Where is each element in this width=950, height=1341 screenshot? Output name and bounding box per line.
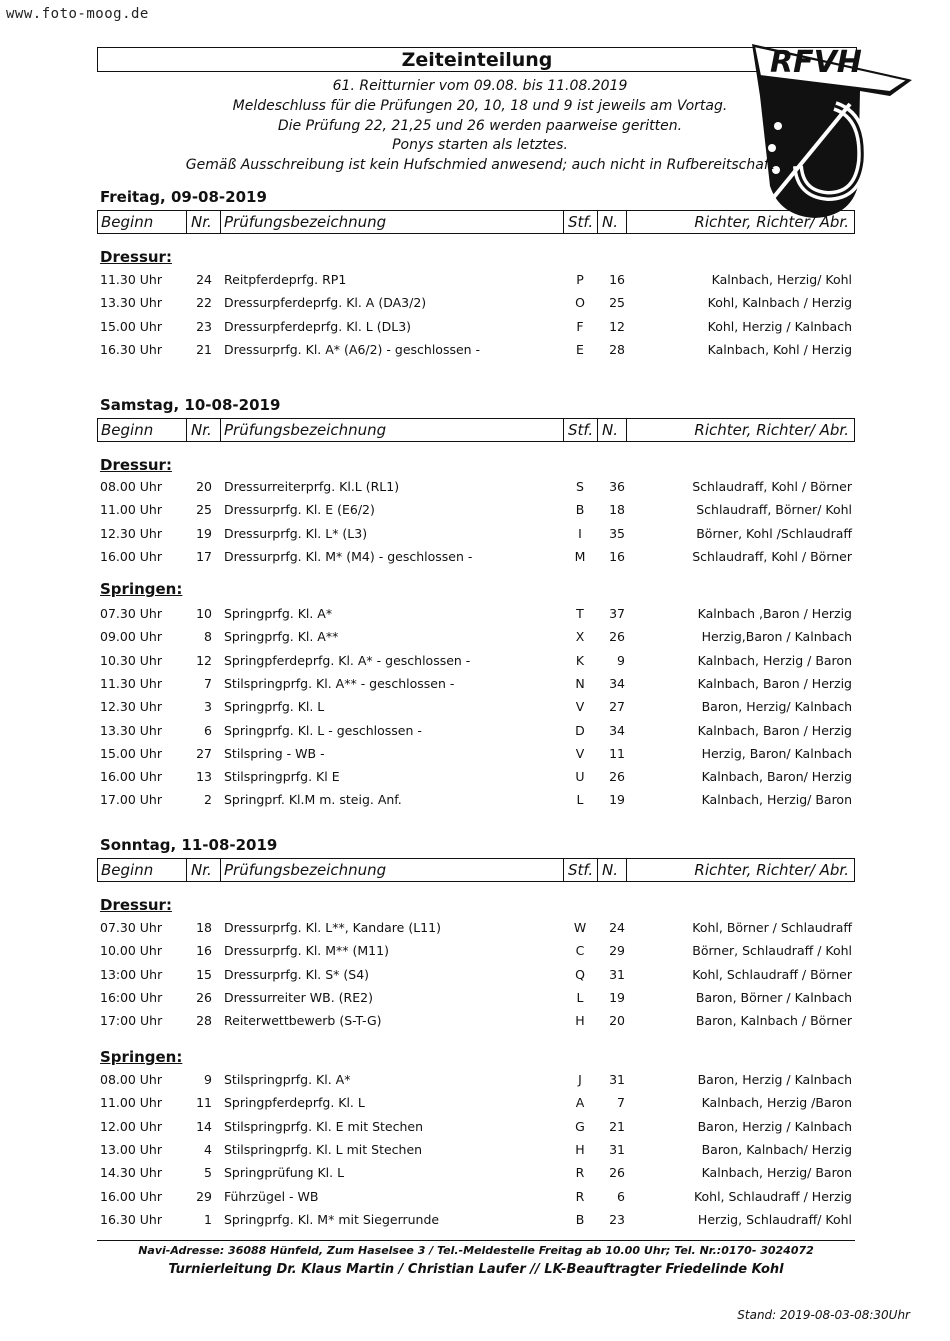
entry-count: 16	[609, 548, 625, 564]
level-code: A	[575, 1095, 585, 1111]
competition-name: Dressurprfg. Kl. L**, Kandare (L11)	[224, 920, 441, 935]
judges: Herzig,Baron / Kalnbach	[701, 629, 852, 645]
column-divider	[626, 859, 627, 881]
level-code: L	[576, 792, 584, 808]
judges: Kalnbach, Herzig / Baron	[697, 652, 852, 668]
table-row	[0, 653, 950, 673]
column-divider	[563, 419, 564, 441]
header-nr: Nr.	[191, 213, 212, 231]
header-n: N.	[602, 213, 618, 231]
start-time: 16.30 Uhr	[100, 341, 162, 357]
competition-name: Dressurprfg. Kl. M** (M11)	[224, 943, 389, 959]
level-code: M	[574, 548, 586, 564]
competition-number: 10	[196, 606, 212, 621]
competition-number: 21	[196, 341, 212, 357]
level-code: E	[576, 341, 584, 357]
table-row	[0, 526, 950, 546]
start-time: 12.30 Uhr	[100, 699, 162, 715]
judges: Kalnbach, Kohl / Herzig	[707, 341, 852, 357]
competition-number: 16	[196, 943, 212, 959]
entry-count: 26	[609, 1165, 625, 1181]
competition-number: 9	[204, 1072, 212, 1087]
competition-number: 25	[196, 502, 212, 518]
column-divider	[563, 211, 564, 233]
judges: Baron, Herzig/ Kalnbach	[701, 699, 852, 715]
competition-name: Springpferdeprfg. Kl. L	[224, 1095, 365, 1111]
column-divider	[220, 419, 221, 441]
table-header	[97, 418, 855, 442]
competition-name: Stilspringprfg. Kl. A** - geschlossen -	[224, 675, 455, 691]
start-time: 11.30 Uhr	[100, 272, 162, 287]
level-code: L	[576, 989, 584, 1005]
table-row	[0, 342, 950, 362]
entry-count: 31	[609, 1141, 625, 1157]
entry-count: 20	[609, 1013, 625, 1029]
competition-name: Dressurprfg. Kl. M* (M4) - geschlossen -	[224, 548, 473, 564]
competition-name: Dressurreiter WB. (RE2)	[224, 989, 373, 1005]
table-row	[0, 699, 950, 719]
competition-name: Dressurreiterprfg. Kl.L (RL1)	[224, 479, 400, 494]
judges: Herzig, Baron/ Kalnbach	[701, 745, 852, 761]
column-divider	[626, 211, 627, 233]
competition-number: 3	[204, 699, 212, 715]
header-beginn: Beginn	[101, 213, 154, 231]
entry-count: 21	[609, 1118, 625, 1134]
start-time: 14.30 Uhr	[100, 1165, 162, 1181]
header-richter: Richter, Richter/ Abr.	[694, 861, 849, 879]
competition-name: Springprüfung Kl. L	[224, 1165, 345, 1181]
judges: Herzig, Schlaudraff/ Kohl	[697, 1211, 852, 1227]
judges: Kalnbach, Herzig/ Baron	[701, 1165, 852, 1181]
judges: Kalnbach, Baron/ Herzig	[701, 769, 852, 785]
judges: Baron, Herzig / Kalnbach	[697, 1118, 852, 1134]
start-time: 11.00 Uhr	[100, 502, 162, 518]
level-code: U	[575, 769, 585, 785]
table-row	[0, 723, 950, 743]
competition-number: 8	[204, 629, 212, 645]
table-row	[0, 1212, 950, 1232]
document-date: Stand: 2019-08-03-08:30Uhr	[737, 1308, 910, 1322]
judges: Schlaudraff, Börner/ Kohl	[696, 502, 852, 518]
competition-name: Springprfg. Kl. M* mit Siegerrunde	[224, 1211, 440, 1227]
competition-number: 14	[196, 1118, 212, 1134]
start-time: 11.00 Uhr	[100, 1095, 162, 1111]
section-title: Dressur:	[100, 248, 172, 266]
entry-count: 19	[609, 792, 625, 808]
competition-name: Springprfg. Kl. A*	[224, 606, 333, 621]
competition-number: 1	[204, 1211, 212, 1227]
level-code: I	[578, 525, 582, 541]
competition-number: 29	[196, 1188, 212, 1204]
entry-count: 19	[609, 989, 625, 1005]
start-time: 12.00 Uhr	[100, 1118, 162, 1134]
start-time: 07.30 Uhr	[100, 920, 162, 935]
table-row	[0, 676, 950, 696]
level-code: J	[578, 1072, 582, 1087]
day-title: Samstag, 10-08-2019	[100, 396, 281, 414]
competition-number: 18	[196, 920, 212, 935]
table-row	[0, 295, 950, 315]
competition-name: Dressurprfg. Kl. E (E6/2)	[224, 502, 375, 518]
judges: Kalnbach, Herzig /Baron	[701, 1095, 852, 1111]
entry-count: 36	[609, 479, 625, 494]
entry-count: 26	[609, 769, 625, 785]
entry-count: 16	[609, 272, 625, 287]
competition-name: Stilspringprfg. Kl. L mit Stechen	[224, 1141, 423, 1157]
table-row	[0, 549, 950, 569]
start-time: 15.00 Uhr	[100, 318, 162, 334]
competition-number: 20	[196, 479, 212, 494]
footer-divider	[97, 1240, 855, 1241]
judges: Schlaudraff, Kohl / Börner	[692, 479, 852, 494]
start-time: 09.00 Uhr	[100, 629, 162, 645]
competition-name: Reiterwettbewerb (S-T-G)	[224, 1013, 382, 1029]
table-header	[97, 210, 855, 234]
day-title: Freitag, 09-08-2019	[100, 188, 267, 206]
header-nr: Nr.	[191, 861, 212, 879]
table-row	[0, 629, 950, 649]
start-time: 16:00 Uhr	[100, 989, 163, 1005]
table-row	[0, 606, 950, 626]
entry-count: 7	[617, 1095, 625, 1111]
competition-name: Reitpferdeprfg. RP1	[224, 272, 347, 287]
start-time: 17:00 Uhr	[100, 1013, 163, 1029]
judges: Baron, Börner / Kalnbach	[695, 989, 852, 1005]
competition-name: Springprf. Kl.M m. steig. Anf.	[224, 792, 402, 808]
column-divider	[597, 419, 598, 441]
table-row	[0, 943, 950, 963]
start-time: 17.00 Uhr	[100, 792, 162, 808]
table-row	[0, 1095, 950, 1115]
competition-number: 2	[204, 792, 212, 808]
start-time: 13.00 Uhr	[100, 1141, 162, 1157]
header-nr: Nr.	[191, 421, 212, 439]
competition-number: 12	[196, 652, 212, 668]
level-code: X	[575, 629, 585, 645]
level-code: G	[575, 1118, 585, 1134]
table-row	[0, 1013, 950, 1033]
start-time: 16.30 Uhr	[100, 1211, 162, 1227]
competition-name: Springpferdeprfg. Kl. A* - geschlossen -	[224, 652, 471, 668]
column-divider	[220, 859, 221, 881]
competition-name: Stilspringprfg. Kl E	[224, 769, 340, 785]
judges: Schlaudraff, Kohl / Börner	[692, 548, 852, 564]
header-stf: Stf.	[568, 861, 594, 879]
start-time: 16.00 Uhr	[100, 548, 162, 564]
section-title: Springen:	[100, 1048, 183, 1066]
intro-line-4: Ponys starten als letztes.	[392, 137, 568, 153]
judges: Börner, Kohl /Schlaudraff	[696, 525, 852, 541]
entry-count: 18	[609, 502, 625, 518]
start-time: 08.00 Uhr	[100, 1072, 162, 1087]
header-beginn: Beginn	[101, 861, 154, 879]
table-row	[0, 1142, 950, 1162]
competition-number: 23	[196, 318, 212, 334]
column-divider	[186, 419, 187, 441]
table-row	[0, 967, 950, 987]
table-row	[0, 1165, 950, 1185]
section-title: Dressur:	[100, 456, 172, 474]
competition-number: 17	[196, 548, 212, 564]
competition-name: Dressurpferdeprfg. Kl. L (DL3)	[224, 318, 412, 334]
competition-name: Stilspringprfg. Kl. A*	[224, 1072, 351, 1087]
competition-name: Dressurprfg. Kl. L* (L3)	[224, 525, 368, 541]
footer-organizers: Turnierleitung Dr. Klaus Martin / Christian Laufer // LK-Beauftragter Friedelinde Kohl	[168, 1262, 784, 1277]
header-richter: Richter, Richter/ Abr.	[694, 421, 849, 439]
level-code: Q	[575, 966, 585, 982]
entry-count: 29	[609, 943, 625, 959]
section-title: Dressur:	[100, 896, 172, 914]
competition-name: Dressurpferdeprfg. Kl. A (DA3/2)	[224, 295, 427, 311]
start-time: 15.00 Uhr	[100, 745, 162, 761]
level-code: H	[575, 1013, 585, 1029]
start-time: 16.00 Uhr	[100, 769, 162, 785]
competition-number: 19	[196, 525, 212, 541]
judges: Kohl, Kalnbach / Herzig	[707, 295, 852, 311]
competition-name: Springprfg. Kl. L - geschlossen -	[224, 722, 422, 738]
header-richter: Richter, Richter/ Abr.	[694, 213, 849, 231]
entry-count: 28	[609, 341, 625, 357]
entry-count: 26	[609, 629, 625, 645]
footer-address: Navi-Adresse: 36088 Hünfeld, Zum Haselsee 3 / Tel.-Meldestelle Freitag ab 10.00 Uhr; Tel. Nr.:0170- 3024072	[138, 1244, 814, 1257]
level-code: R	[575, 1188, 585, 1204]
judges: Baron, Herzig / Kalnbach	[697, 1072, 852, 1087]
competition-number: 11	[196, 1095, 212, 1111]
header-n: N.	[602, 421, 618, 439]
entry-count: 27	[609, 699, 625, 715]
start-time: 13:00 Uhr	[100, 966, 163, 982]
column-divider	[186, 859, 187, 881]
level-code: T	[576, 606, 584, 621]
competition-number: 26	[196, 989, 212, 1005]
competition-number: 15	[196, 966, 212, 982]
table-row	[0, 502, 950, 522]
start-time: 07.30 Uhr	[100, 606, 162, 621]
level-code: B	[575, 1211, 585, 1227]
intro-line-1: 61. Reitturnier vom 09.08. bis 11.08.2019	[332, 78, 628, 94]
table-row	[0, 319, 950, 339]
start-time: 12.30 Uhr	[100, 525, 162, 541]
column-divider	[597, 859, 598, 881]
header-pruefungsbezeichnung: Prüfungsbezeichnung	[224, 421, 387, 439]
column-divider	[186, 211, 187, 233]
competition-name: Dressurprfg. Kl. S* (S4)	[224, 966, 370, 982]
entry-count: 23	[609, 1211, 625, 1227]
judges: Kalnbach, Baron / Herzig	[697, 722, 852, 738]
table-row	[0, 792, 950, 812]
page-title: Zeiteinteilung	[97, 47, 857, 72]
intro-line-2: Meldeschluss für die Prüfungen 20, 10, 18 und 9 ist jeweils am Vortag.	[232, 98, 728, 114]
table-row	[0, 1072, 950, 1092]
table-row	[0, 1119, 950, 1139]
entry-count: 34	[609, 722, 625, 738]
level-code: W	[573, 920, 587, 935]
header-stf: Stf.	[568, 213, 594, 231]
entry-count: 12	[609, 318, 625, 334]
competition-name: Stilspringprfg. Kl. E mit Stechen	[224, 1118, 423, 1134]
competition-number: 6	[204, 722, 212, 738]
competition-number: 27	[196, 745, 212, 761]
entry-count: 25	[609, 295, 625, 311]
judges: Kohl, Schlaudraff / Herzig	[693, 1188, 852, 1204]
judges: Kalnbach, Herzig/ Baron	[701, 792, 852, 808]
level-code: F	[576, 318, 584, 334]
level-code: S	[576, 479, 584, 494]
level-code: V	[575, 745, 585, 761]
header-beginn: Beginn	[101, 421, 154, 439]
column-divider	[597, 211, 598, 233]
header-stf: Stf.	[568, 421, 594, 439]
entry-count: 6	[617, 1188, 625, 1204]
start-time: 13.30 Uhr	[100, 295, 162, 311]
start-time: 10.00 Uhr	[100, 943, 162, 959]
judges: Kohl, Herzig / Kalnbach	[707, 318, 852, 334]
watermark: www.foto-moog.de	[6, 6, 149, 22]
level-code: R	[575, 1165, 585, 1181]
competition-name: Führzügel - WB	[224, 1188, 319, 1204]
section-title: Springen:	[100, 580, 183, 598]
competition-name: Stilspring - WB -	[224, 745, 325, 761]
start-time: 08.00 Uhr	[100, 479, 162, 494]
table-row	[0, 1189, 950, 1209]
judges: Kalnbach ,Baron / Herzig	[697, 606, 852, 621]
level-code: P	[576, 272, 584, 287]
competition-number: 24	[196, 272, 212, 287]
competition-number: 13	[196, 769, 212, 785]
level-code: B	[575, 502, 585, 518]
header-pruefungsbezeichnung: Prüfungsbezeichnung	[224, 213, 387, 231]
level-code: H	[575, 1141, 585, 1157]
judges: Kalnbach, Herzig/ Kohl	[711, 272, 852, 287]
level-code: O	[575, 295, 585, 311]
table-row	[0, 746, 950, 766]
header-pruefungsbezeichnung: Prüfungsbezeichnung	[224, 861, 387, 879]
logo-text: RFVH	[770, 45, 862, 80]
competition-number: 5	[204, 1165, 212, 1181]
competition-name: Springprfg. Kl. A**	[224, 629, 339, 645]
start-time: 11.30 Uhr	[100, 675, 162, 691]
judges: Kalnbach, Baron / Herzig	[697, 675, 852, 691]
table-row	[0, 920, 950, 940]
judges: Baron, Kalnbach / Börner	[695, 1013, 852, 1029]
competition-name: Dressurprfg. Kl. A* (A6/2) - geschlossen -	[224, 341, 481, 357]
judges: Kohl, Börner / Schlaudraff	[692, 920, 852, 935]
table-row	[0, 769, 950, 789]
table-row	[0, 272, 950, 292]
judges: Kohl, Schlaudraff / Börner	[692, 966, 852, 982]
intro-line-3: Die Prüfung 22, 21,25 und 26 werden paarweise geritten.	[277, 118, 683, 134]
entry-count: 31	[609, 1072, 625, 1087]
level-code: C	[575, 943, 585, 959]
judges: Börner, Schlaudraff / Kohl	[692, 943, 852, 959]
start-time: 13.30 Uhr	[100, 722, 162, 738]
table-header	[97, 858, 855, 882]
column-divider	[563, 859, 564, 881]
day-title: Sonntag, 11-08-2019	[100, 836, 278, 854]
intro-line-5: Gemäß Ausschreibung ist kein Hufschmied anwesend; auch nicht in Rufbereitschaft	[185, 157, 775, 173]
entry-count: 31	[609, 966, 625, 982]
competition-number: 7	[204, 675, 212, 691]
level-code: V	[575, 699, 585, 715]
entry-count: 35	[609, 525, 625, 541]
entry-count: 24	[609, 920, 625, 935]
level-code: N	[575, 675, 585, 691]
entry-count: 9	[617, 652, 625, 668]
competition-name: Springprfg. Kl. L	[224, 699, 325, 715]
competition-number: 4	[204, 1141, 212, 1157]
competition-number: 28	[196, 1013, 212, 1029]
table-row	[0, 479, 950, 499]
header-n: N.	[602, 861, 618, 879]
entry-count: 37	[609, 606, 625, 621]
column-divider	[626, 419, 627, 441]
level-code: K	[575, 652, 585, 668]
start-time: 16.00 Uhr	[100, 1188, 162, 1204]
start-time: 10.30 Uhr	[100, 652, 162, 668]
entry-count: 34	[609, 675, 625, 691]
competition-number: 22	[196, 295, 212, 311]
table-row	[0, 990, 950, 1010]
judges: Baron, Kalnbach/ Herzig	[701, 1141, 852, 1157]
level-code: D	[575, 722, 585, 738]
column-divider	[220, 211, 221, 233]
entry-count: 11	[609, 745, 625, 761]
